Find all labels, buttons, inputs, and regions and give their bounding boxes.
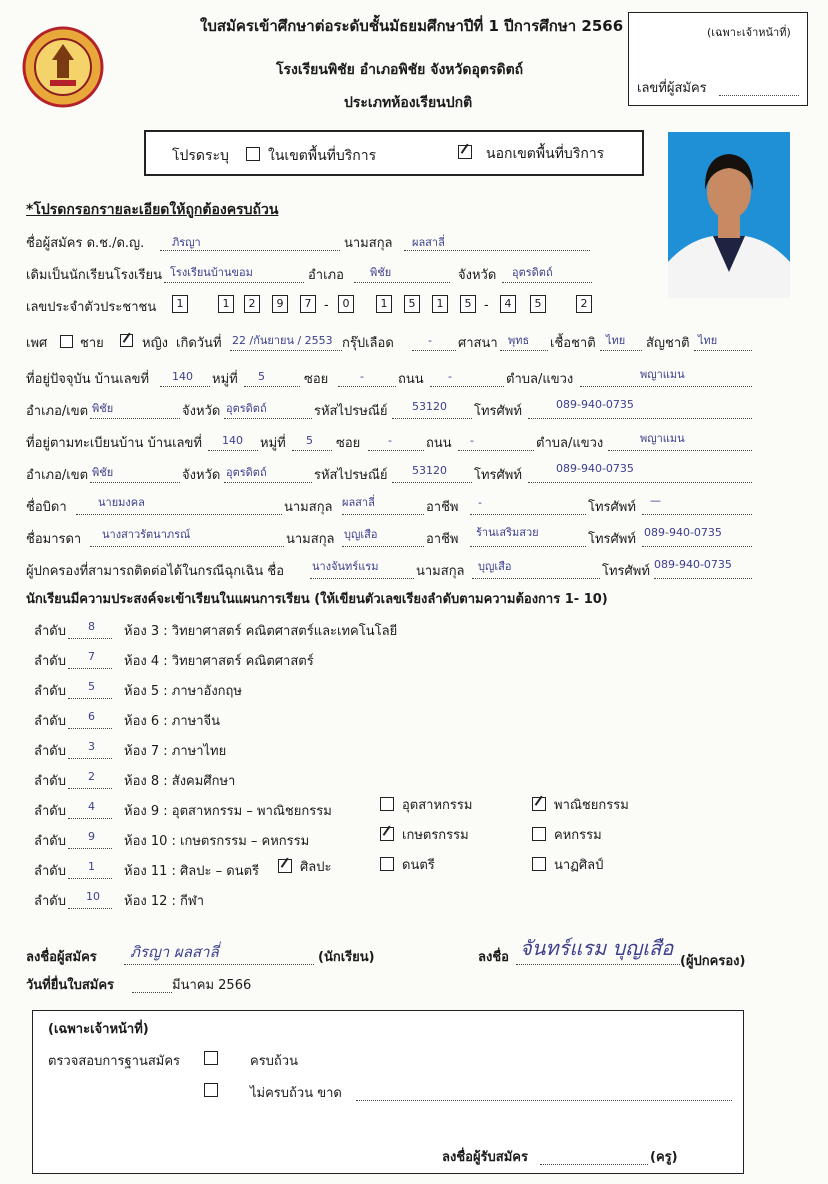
officer-box xyxy=(628,12,808,106)
prev-school-value: โรงเรียนบ้านขอม xyxy=(170,266,253,279)
addr-current-postal: 53120 xyxy=(412,400,447,413)
mother-name: นางสาวรัตนาภรณ์ xyxy=(102,528,191,541)
prev-district-value: พิชัย xyxy=(370,266,392,279)
addr-reg-district: พิชัย xyxy=(92,466,114,479)
nationality-value: ไทย xyxy=(698,334,718,347)
complete-label: ครบถ้วน xyxy=(250,1054,298,1069)
addr-current-phone-label: โทรศัพท์ xyxy=(474,404,522,419)
id-digit: 1 xyxy=(376,295,392,313)
mother-phone-label: โทรศัพท์ xyxy=(588,532,636,547)
guardian-label: ผู้ปกครองที่สามารถติดต่อได้ในกรณีฉุกเฉิน ชื่อ xyxy=(26,564,285,579)
rank-value: 5 xyxy=(88,680,95,693)
blood-value: - xyxy=(428,334,432,347)
father-surname-label: นามสกุล xyxy=(284,500,333,515)
addr-current-soi-label: ซอย xyxy=(304,372,329,387)
surname-value: ผลสาลี่ xyxy=(412,236,445,249)
male-checkbox[interactable] xyxy=(60,335,73,348)
room-label: ห้อง 4 : วิทยาศาสตร์ คณิตศาสตร์ xyxy=(124,654,314,669)
birth-date-value: 22 /กันยายน / 2553 xyxy=(232,334,333,347)
mother-job-label: อาชีพ xyxy=(426,532,459,547)
addr-reg-district-label: อำเภอ/เขต xyxy=(26,468,89,483)
id-digit: 1 xyxy=(172,295,188,313)
surname-label: นามสกุล xyxy=(344,236,393,251)
ethnicity-value: ไทย xyxy=(606,334,626,347)
rank-label: ลำดับ xyxy=(34,864,66,879)
room-label: ห้อง 6 : ภาษาจีน xyxy=(124,714,221,729)
addr-current-soi: - xyxy=(360,370,364,383)
id-digit: 9 xyxy=(272,295,288,313)
receiver-label: ลงชื่อผู้รับสมัคร xyxy=(442,1150,528,1165)
addr-reg-moo: 5 xyxy=(306,434,313,447)
addr-current-label: ที่อยู่ปัจจุบัน บ้านเลขที่ xyxy=(26,372,150,387)
room-label: ห้อง 9 : อุตสาหกรรม – พาณิชยกรรม xyxy=(124,804,332,819)
industry-label: อุตสาหกรรม xyxy=(402,798,473,813)
applicant-photo xyxy=(668,132,790,298)
id-label: เลขประจำตัวประชาชน xyxy=(26,300,157,315)
applicant-role: (นักเรียน) xyxy=(318,950,375,965)
agriculture-checkbox[interactable] xyxy=(380,827,394,841)
in-area-label: ในเขตพื้นที่บริการ xyxy=(268,148,377,164)
id-digit: 4 xyxy=(500,295,516,313)
guardian-name: นางจันทร์แรม xyxy=(312,560,379,573)
preferences-heading: นักเรียนมีความประสงค์จะเข้าเรียนในแผนการเรียน (ให้เขียนตัวเลขเรียงลำดับตามความต้องการ 1- 10) xyxy=(26,592,608,607)
rank-label: ลำดับ xyxy=(34,774,66,789)
incomplete-label: ไม่ครบถ้วน ขาด xyxy=(250,1086,342,1101)
id-digit: 5 xyxy=(460,295,476,313)
applicant-no-label: เลขที่ผู้สมัคร xyxy=(637,81,707,96)
dance-checkbox[interactable] xyxy=(532,857,546,871)
room-label: ห้อง 11 : ศิลปะ – ดนตรี xyxy=(124,864,260,879)
mother-job: ร้านเสริมสวย xyxy=(476,526,539,539)
id-digit: 7 xyxy=(300,295,316,313)
addr-current-postal-label: รหัสไปรษณีย์ xyxy=(314,404,388,419)
school-logo xyxy=(22,26,104,108)
addr-reg-phone: 089-940-0735 xyxy=(556,462,634,475)
id-digit: 1 xyxy=(218,295,234,313)
addr-current-moo-label: หมู่ที่ xyxy=(212,372,238,387)
addr-current-district-label: อำเภอ/เขต xyxy=(26,404,89,419)
blood-label: กรุ๊ปเลือด xyxy=(342,336,394,351)
addr-current-district: พิชัย xyxy=(92,402,114,415)
rank-value: 8 xyxy=(88,620,95,633)
music-checkbox[interactable] xyxy=(380,857,394,871)
first-name-value: ภิรญา xyxy=(172,236,201,249)
id-digit: 5 xyxy=(530,295,546,313)
rank-value: 3 xyxy=(88,740,95,753)
commerce-label: พาณิชยกรรม xyxy=(554,798,629,813)
rank-label: ลำดับ xyxy=(34,714,66,729)
mother-label: ชื่อมารดา xyxy=(26,532,82,547)
gender-label: เพศ xyxy=(26,336,48,351)
school-name: โรงเรียนพิชัย อำเภอพิชัย จังหวัดอุตรดิตถ์ xyxy=(276,62,524,78)
rank-label: ลำดับ xyxy=(34,654,66,669)
check-label: ตรวจสอบการฐานสมัคร xyxy=(48,1054,181,1069)
mother-surname: บุญเสือ xyxy=(344,528,378,541)
addr-reg-soi: - xyxy=(388,434,392,447)
rank-value: 4 xyxy=(88,800,95,813)
addr-reg-road: - xyxy=(470,434,474,447)
form-title: ใบสมัครเข้าศึกษาต่อระดับชั้นมัธยมศึกษาปีที่ 1 ปีการศึกษา 2566 xyxy=(200,17,624,35)
prev-province-label: จังหวัด xyxy=(458,268,497,283)
father-job: - xyxy=(478,496,482,509)
dance-label: นาฏศิลป์ xyxy=(554,858,604,873)
female-label: หญิง xyxy=(142,336,168,351)
addr-reg-phone-label: โทรศัพท์ xyxy=(474,468,522,483)
rank-value: 9 xyxy=(88,830,95,843)
guardian-phone: 089-940-0735 xyxy=(654,558,732,571)
male-label: ชาย xyxy=(80,336,104,351)
guardian-role: (ผู้ปกครอง) xyxy=(680,954,746,969)
addr-reg-soi-label: ซอย xyxy=(336,436,361,451)
id-digit: 0 xyxy=(338,295,354,313)
rank-label: ลำดับ xyxy=(34,624,66,639)
addr-current-province-label: จังหวัด xyxy=(182,404,221,419)
music-label: ดนตรี xyxy=(402,858,435,873)
room-label: ห้อง 5 : ภาษาอังกฤษ xyxy=(124,684,242,699)
addr-current-road-label: ถนน xyxy=(398,372,424,387)
receiver-role: (ครู) xyxy=(650,1150,678,1165)
religion-label: ศาสนา xyxy=(458,336,498,351)
rank-label: ลำดับ xyxy=(34,744,66,759)
rank-label: ลำดับ xyxy=(34,894,66,909)
room-label: ห้อง 3 : วิทยาศาสตร์ คณิตศาสตร์และเทคโนโลยี xyxy=(124,624,398,639)
addr-reg-postal-label: รหัสไปรษณีย์ xyxy=(314,468,388,483)
addr-current-phone: 089-940-0735 xyxy=(556,398,634,411)
submit-date-label: วันที่ยื่นใบสมัคร xyxy=(26,978,115,993)
addr-current-province: อุตรดิตถ์ xyxy=(226,402,267,415)
religion-value: พุทธ xyxy=(508,334,530,347)
rank-label: ลำดับ xyxy=(34,804,66,819)
prev-school-label: เดิมเป็นนักเรียนโรงเรียน xyxy=(26,268,162,283)
guardian-phone-label: โทรศัพท์ xyxy=(602,564,650,579)
rank-label: ลำดับ xyxy=(34,684,66,699)
room-label: ห้อง 7 : ภาษาไทย xyxy=(124,744,227,759)
commerce-checkbox[interactable] xyxy=(532,797,546,811)
addr-reg-subdistrict: พญาแมน xyxy=(640,432,685,445)
guardian-sign-label: ลงชื่อ xyxy=(478,950,509,965)
prev-district-label: อำเภอ xyxy=(308,268,344,283)
addr-current-road: - xyxy=(448,370,452,383)
ethnicity-label: เชื้อชาติ xyxy=(550,336,596,351)
addr-reg-subdistrict-label: ตำบล/แขวง xyxy=(536,436,604,451)
incomplete-checkbox[interactable] xyxy=(204,1083,218,1097)
addr-reg-province-label: จังหวัด xyxy=(182,468,221,483)
home-economics-checkbox[interactable] xyxy=(532,827,546,841)
father-name: นายมงคล xyxy=(98,496,145,509)
guardian-surname: บุญเสือ xyxy=(478,560,512,573)
father-phone-label: โทรศัพท์ xyxy=(588,500,636,515)
name-label: ชื่อผู้สมัคร ด.ช./ด.ญ. xyxy=(26,236,145,251)
addr-current-moo: 5 xyxy=(258,370,265,383)
complete-checkbox[interactable] xyxy=(204,1051,218,1065)
nationality-label: สัญชาติ xyxy=(646,336,690,351)
addr-reg-province: อุตรดิตถ์ xyxy=(226,466,267,479)
room-label: ห้อง 10 : เกษตรกรรม – คหกรรม xyxy=(124,834,310,849)
addr-reg-road-label: ถนน xyxy=(426,436,452,451)
id-digit: 2 xyxy=(244,295,260,313)
addr-current-house: 140 xyxy=(172,370,193,383)
father-job-label: อาชีพ xyxy=(426,500,459,515)
rank-value: 6 xyxy=(88,710,95,723)
art-label: ศิลปะ xyxy=(300,860,332,875)
area-label: โปรดระบุ xyxy=(172,148,229,164)
applicant-signature: ภิรญา ผลสาลี่ xyxy=(130,943,219,961)
addr-reg-moo-label: หมู่ที่ xyxy=(260,436,286,451)
guardian-surname-label: นามสกุล xyxy=(416,564,465,579)
guardian-signature: จันทร์แรม บุญเสือ xyxy=(520,936,674,960)
addr-reg-postal: 53120 xyxy=(412,464,447,477)
class-type: ประเภทห้องเรียนปกติ xyxy=(344,95,473,111)
rank-value: 1 xyxy=(88,860,95,873)
officer-box-label: (เฉพาะเจ้าหน้าที่) xyxy=(707,26,791,39)
mother-phone: 089-940-0735 xyxy=(644,526,722,539)
applicant-sign-label: ลงชื่อผู้สมัคร xyxy=(26,950,97,965)
home-economics-label: คหกรรม xyxy=(554,828,602,843)
industry-checkbox[interactable] xyxy=(380,797,394,811)
rank-label: ลำดับ xyxy=(34,834,66,849)
addr-reg-label: ที่อยู่ตามทะเบียนบ้าน บ้านเลขที่ xyxy=(26,436,202,451)
agriculture-label: เกษตรกรรม xyxy=(402,828,469,843)
room-label: ห้อง 8 : สังคมศึกษา xyxy=(124,774,236,789)
instruction: *โปรดกรอกรายละเอียดให้ถูกต้องครบถ้วน xyxy=(26,202,279,218)
in-area-checkbox[interactable] xyxy=(246,147,260,161)
prev-province-value: อุตรดิตถ์ xyxy=(512,266,553,279)
id-digit: 5 xyxy=(404,295,420,313)
out-area-label: นอกเขตพื้นที่บริการ xyxy=(486,146,605,162)
rank-value: 10 xyxy=(86,890,100,903)
father-phone: — xyxy=(650,494,661,507)
addr-current-subdistrict: พญาแมน xyxy=(640,368,685,381)
addr-reg-house: 140 xyxy=(222,434,243,447)
officer-section-label: (เฉพาะเจ้าหน้าที่) xyxy=(48,1022,149,1037)
submit-date-value: มีนาคม 2566 xyxy=(172,978,252,993)
addr-current-subdistrict-label: ตำบล/แขวง xyxy=(506,372,574,387)
room-label: ห้อง 12 : กีฬา xyxy=(124,894,205,909)
id-digit: 1 xyxy=(432,295,448,313)
father-surname: ผลสาลี่ xyxy=(342,496,375,509)
out-area-checkbox[interactable] xyxy=(458,145,472,159)
rank-value: 2 xyxy=(88,770,95,783)
father-label: ชื่อบิดา xyxy=(26,500,67,515)
id-digit: 2 xyxy=(576,295,592,313)
birth-label: เกิดวันที่ xyxy=(176,336,222,351)
female-checkbox[interactable] xyxy=(120,334,133,347)
mother-surname-label: นามสกุล xyxy=(286,532,335,547)
rank-value: 7 xyxy=(88,650,95,663)
art-checkbox[interactable] xyxy=(278,859,292,873)
